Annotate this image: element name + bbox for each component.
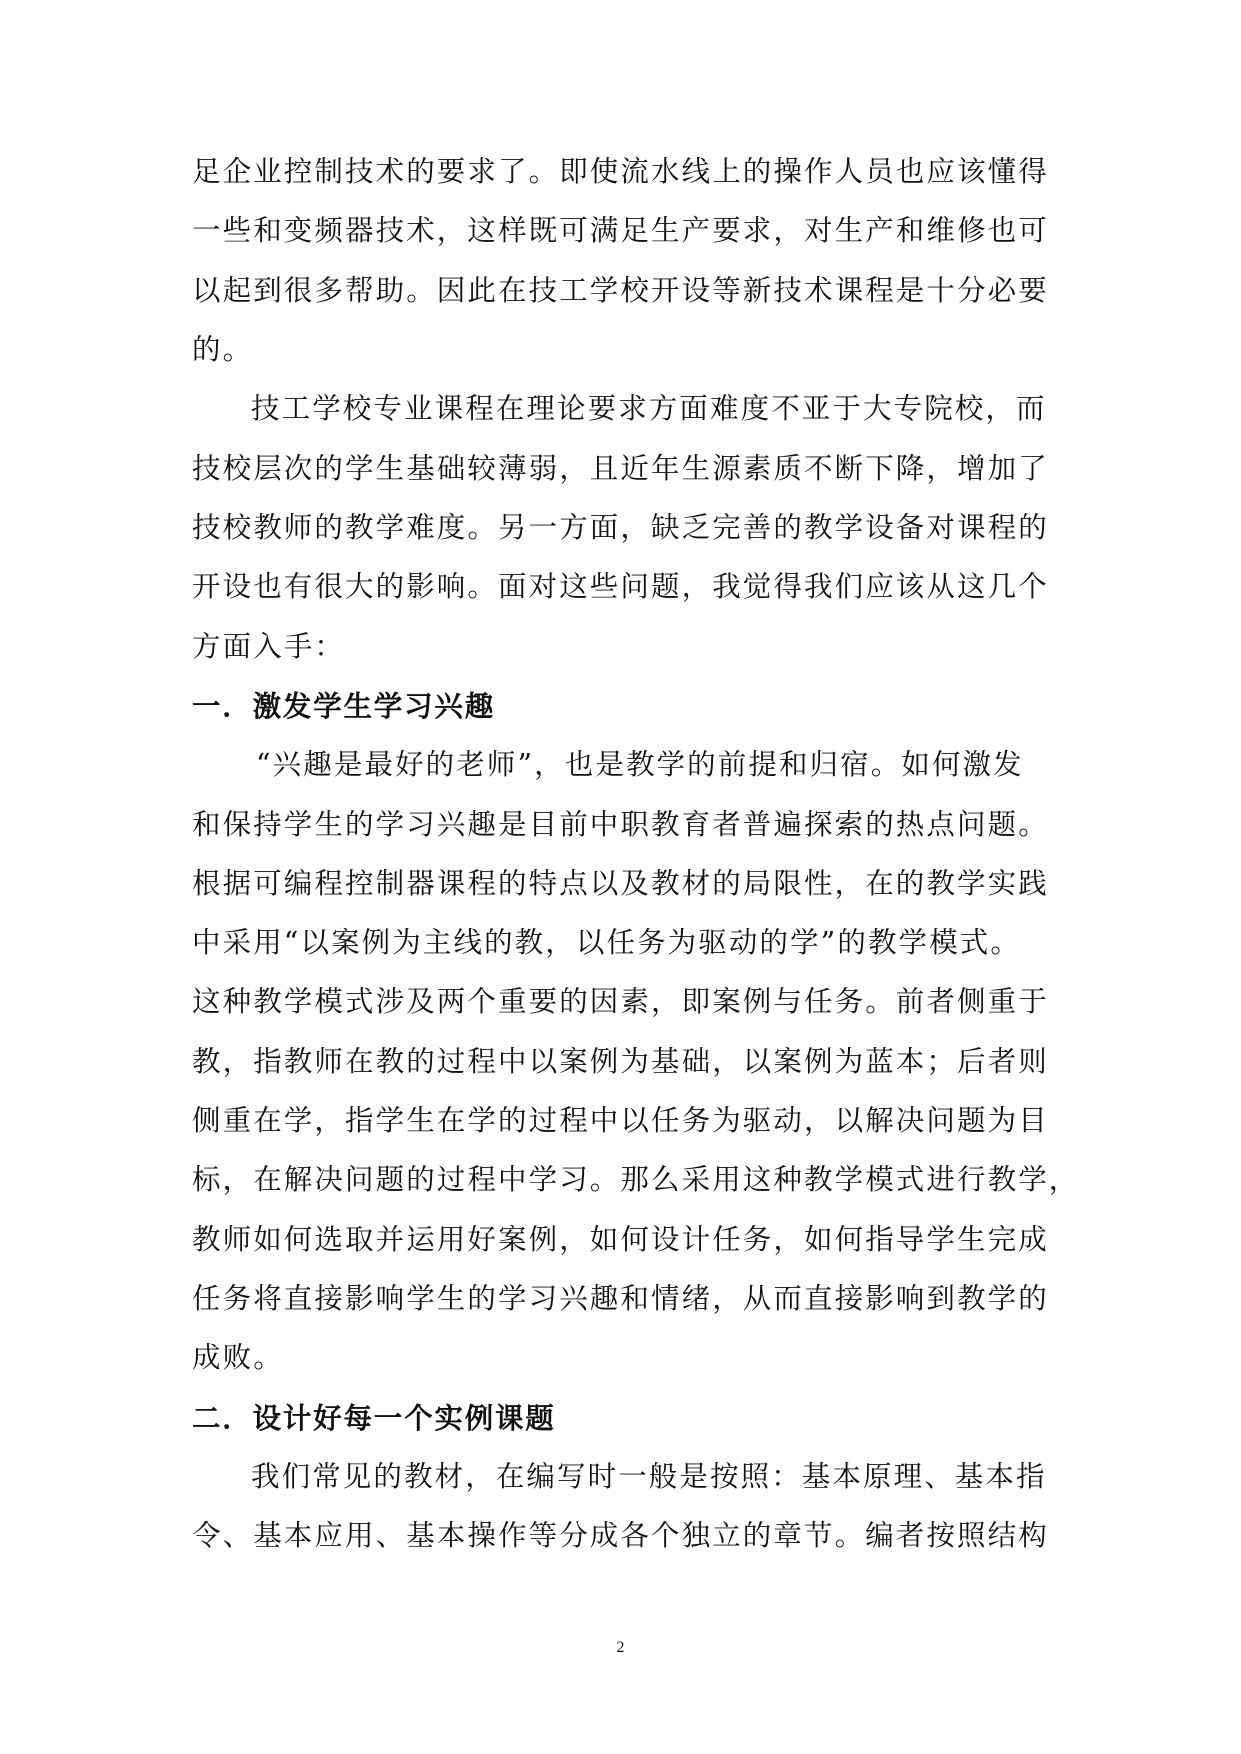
text-line: 标，在解决问题的过程中学习。那么采用这种教学模式进行教学， bbox=[192, 1163, 1080, 1196]
text-line: 令、基本应用、基本操作等分成各个独立的章节。编者按照结构 bbox=[192, 1519, 1049, 1552]
text-line: 侧重在学，指学生在学的过程中以任务为驱动，以解决问题为目 bbox=[192, 1104, 1049, 1137]
text-line: 根据可编程控制器课程的特点以及教材的局限性，在的教学实践 bbox=[192, 867, 1049, 900]
text-line: 中采用“以案例为主线的教，以任务为驱动的学”的教学模式。 bbox=[192, 926, 1021, 959]
text-line: 开设也有很大的影响。面对这些问题，我觉得我们应该从这几个 bbox=[192, 570, 1049, 603]
text-line: 这种教学模式涉及两个重要的因素，即案例与任务。前者侧重于 bbox=[192, 985, 1049, 1018]
text-line: 的。 bbox=[192, 333, 254, 366]
section-heading: 一．激发学生学习兴趣 bbox=[192, 689, 496, 723]
text-line: 教师如何选取并运用好案例，如何设计任务，如何指导学生完成 bbox=[192, 1223, 1049, 1256]
text-line: 技校教师的教学难度。另一方面，缺乏完善的教学设备对课程的 bbox=[192, 511, 1049, 544]
text-line: 成败。 bbox=[192, 1341, 284, 1374]
paragraph-first-line: 技工学校专业课程在理论要求方面难度不亚于大专院校，而 bbox=[251, 392, 1047, 425]
text-line: 和保持学生的学习兴趣是目前中职教育者普遍探索的热点问题。 bbox=[192, 808, 1049, 841]
text-line: 教，指教师在教的过程中以案例为基础，以案例为蓝本；后者则 bbox=[192, 1045, 1049, 1078]
text-line: 任务将直接影响学生的学习兴趣和情绪，从而直接影响到教学的 bbox=[192, 1282, 1049, 1315]
paragraph-first-line: “兴趣是最好的老师”，也是教学的前提和归宿。如何激发 bbox=[256, 748, 1024, 781]
text-line: 足企业控制技术的要求了。即使流水线上的操作人员也应该懂得 bbox=[192, 155, 1049, 188]
text-line: 方面入手： bbox=[192, 630, 346, 663]
paragraph-first-line: 我们常见的教材，在编写时一般是按照：基本原理、基本指 bbox=[251, 1460, 1047, 1493]
text-line: 技校层次的学生基础较薄弱，且近年生源素质不断下降，增加了 bbox=[192, 452, 1049, 485]
text-line: 一些和变频器技术，这样既可满足生产要求，对生产和维修也可 bbox=[192, 214, 1049, 247]
page-number: 2 bbox=[616, 1639, 625, 1656]
text-line: 以起到很多帮助。因此在技工学校开设等新技术课程是十分必要 bbox=[192, 274, 1049, 307]
section-heading: 二．设计好每一个实例课题 bbox=[192, 1401, 556, 1435]
